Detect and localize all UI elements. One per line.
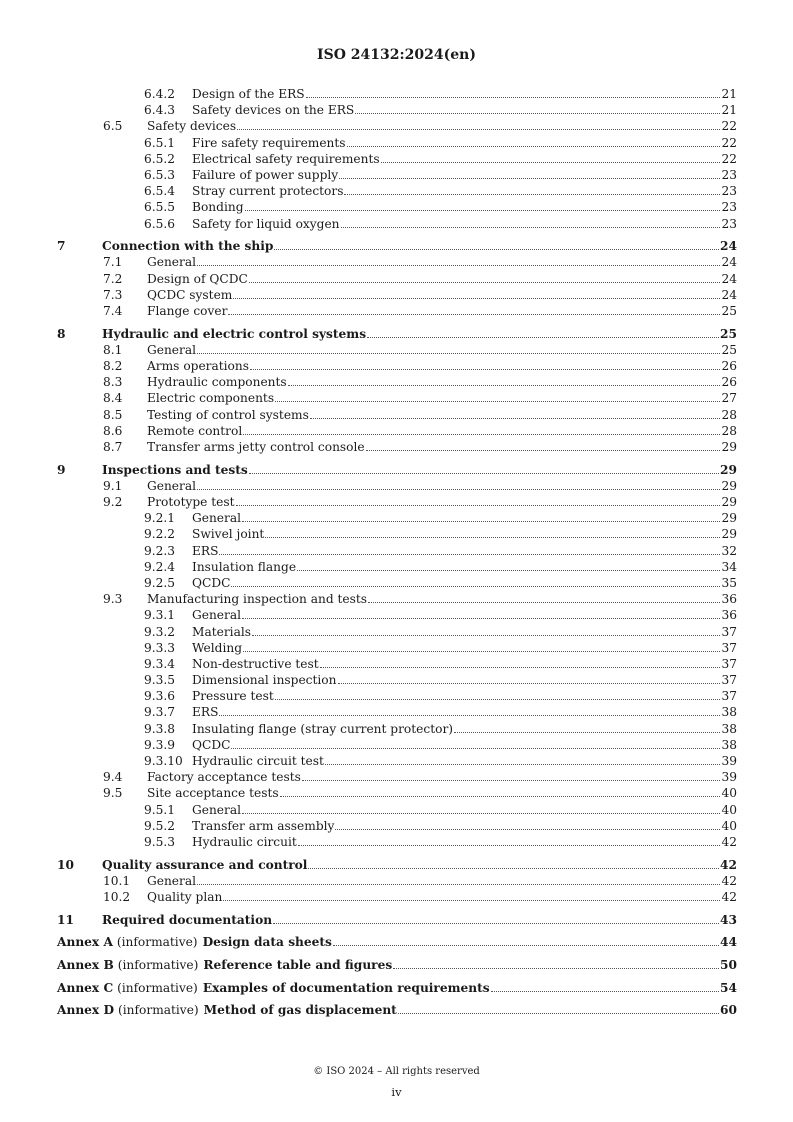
dot-leader (393, 968, 719, 969)
toc-entry-number: 9.3.5 (144, 673, 176, 688)
toc-entry-page[interactable]: 22 (721, 119, 737, 134)
toc-entry[interactable] (57, 462, 737, 478)
dot-leader (454, 732, 720, 733)
dot-leader (242, 521, 720, 522)
dot-leader (491, 991, 719, 992)
toc-entry-title[interactable]: Hydraulic circuit (192, 834, 297, 849)
dot-leader (243, 434, 720, 435)
dot-leader (320, 667, 721, 668)
toc-entry-page[interactable]: 42 (721, 873, 737, 888)
page-number: iv (391, 1085, 402, 1099)
toc-entry-page[interactable]: 39 (721, 770, 737, 785)
annex-label: Annex B (57, 958, 114, 973)
toc-entry-title[interactable]: Insulation flange (192, 559, 297, 574)
toc-entry-title[interactable]: Stray current protectors (192, 184, 344, 199)
toc-entry-number: 9.3.1 (144, 608, 176, 623)
toc-entry-page[interactable]: 38 (721, 737, 737, 752)
toc-entry-title[interactable]: Prototype test (147, 495, 235, 509)
toc-entry-number: 9.5.1 (144, 802, 176, 817)
toc-entry[interactable] (57, 656, 737, 672)
toc-entry-title[interactable]: Site acceptance tests (147, 786, 279, 801)
dot-leader (197, 265, 720, 266)
toc-entry-title[interactable]: QCDC (192, 575, 231, 590)
toc-entry-number: 9.3.4 (144, 656, 176, 671)
toc-entry-title[interactable]: Non-destructive test (192, 656, 319, 671)
toc-entry-title[interactable]: General (147, 255, 196, 270)
toc-entry-page[interactable]: 29 (721, 439, 737, 454)
dot-leader (339, 178, 720, 179)
toc-entry[interactable] (57, 358, 737, 374)
toc-entry-number: 9.3.6 (144, 689, 176, 704)
toc-entry-title[interactable]: Design of QCDC (147, 271, 248, 286)
toc-entry-page[interactable]: 21 (721, 103, 737, 118)
toc-entry-title[interactable]: Hydraulic circuit test (192, 754, 324, 768)
dot-leader (223, 900, 720, 901)
toc-entry[interactable] (57, 912, 737, 928)
toc-entry[interactable] (57, 624, 737, 640)
toc-entry-title[interactable]: Swivel joint (192, 527, 265, 542)
toc-entry[interactable] (57, 510, 737, 526)
annex-label: Annex D (57, 1003, 115, 1018)
toc-entry-title[interactable]: Safety devices (147, 119, 237, 134)
toc-entry-number: 6.5.5 (144, 200, 176, 215)
dot-leader (249, 282, 721, 283)
dot-leader (344, 194, 720, 195)
toc-entry[interactable] (57, 167, 737, 183)
toc-entry-number: 6.4.3 (144, 103, 176, 118)
dot-leader (275, 699, 721, 700)
toc-entry-page[interactable]: 22 (721, 151, 737, 166)
toc-entry-number: 10 (57, 857, 74, 872)
toc-entry[interactable] (57, 439, 737, 455)
toc-entry-page[interactable]: 25 (721, 303, 737, 318)
toc-entry-title[interactable]: Quality assurance and control (102, 857, 308, 872)
toc-entry[interactable] (57, 374, 737, 390)
toc-entry-page[interactable]: 36 (721, 592, 737, 607)
dot-leader (265, 537, 720, 538)
dot-leader (197, 489, 720, 490)
toc-entry[interactable] (57, 423, 737, 439)
toc-entry-number: 8.4 (103, 391, 123, 406)
toc-entry-number: 9.5.2 (144, 818, 176, 833)
toc-entry-title[interactable]: ERS (192, 705, 219, 720)
toc-entry[interactable] (57, 769, 737, 785)
annex-title[interactable]: Examples of documentation requirements (202, 980, 490, 995)
dot-leader (308, 868, 719, 869)
toc-entry[interactable] (57, 559, 737, 575)
toc-entry-page[interactable]: 23 (721, 216, 737, 231)
toc-entry-page[interactable]: 40 (721, 786, 737, 801)
toc-entry[interactable] (57, 183, 737, 199)
toc-entry-page[interactable]: 32 (721, 543, 737, 558)
toc-entry-page[interactable]: 26 (721, 375, 737, 390)
toc-entry-number: 9.2.5 (144, 575, 176, 590)
toc-entry-title[interactable]: General (147, 342, 196, 357)
dot-leader (245, 210, 721, 211)
toc-entry-page[interactable]: 42 (721, 890, 737, 904)
toc-entry-page[interactable]: 24 (721, 271, 737, 286)
toc-entry[interactable] (57, 326, 737, 342)
toc-entry-title[interactable]: Transfer arm assembly (192, 818, 335, 833)
toc-entry[interactable] (57, 873, 737, 889)
dot-leader (306, 97, 721, 98)
dot-leader (333, 945, 719, 946)
toc-entry-page[interactable]: 38 (721, 705, 737, 720)
toc-entry[interactable] (57, 818, 737, 834)
toc-entry[interactable] (57, 688, 737, 704)
annex-title[interactable]: Reference table and figures (203, 958, 393, 973)
toc-entry-title[interactable]: General (192, 802, 241, 817)
toc-entry-number: 9.3.10 (144, 754, 183, 768)
toc-entry-page[interactable]: 24 (721, 287, 737, 302)
toc-entry-page[interactable]: 26 (721, 359, 737, 373)
toc-entry-page[interactable]: 23 (721, 184, 737, 199)
toc-entry-page[interactable]: 42 (720, 857, 737, 872)
toc-entry-title[interactable]: General (147, 478, 196, 493)
copyright-notice: © ISO 2024 – All rights reserved (313, 1066, 480, 1077)
dot-leader (302, 780, 721, 781)
toc-entry[interactable] (57, 640, 737, 656)
dot-leader (347, 146, 721, 147)
dot-leader (243, 651, 720, 652)
toc-entry-page[interactable]: 24 (720, 239, 737, 254)
toc-entry[interactable] (57, 478, 737, 494)
toc-entry-page[interactable]: 34 (721, 559, 737, 574)
toc-entry-number: 6.5.6 (144, 216, 176, 231)
toc-entry-number: 8.6 (103, 423, 123, 438)
dot-leader (310, 418, 721, 419)
toc-entry-number: 8.2 (103, 359, 123, 373)
toc-entry-number: 7.4 (103, 303, 123, 318)
toc-entry[interactable] (57, 753, 737, 769)
toc-annex-entry[interactable] (57, 980, 737, 996)
dot-leader (381, 162, 721, 163)
toc-entry-page[interactable]: 36 (721, 608, 737, 623)
toc-entry[interactable] (57, 271, 737, 287)
toc-annex-entry[interactable] (57, 957, 737, 973)
toc-entry[interactable] (57, 785, 737, 801)
toc-annex-entry[interactable] (57, 1002, 737, 1018)
toc-entry[interactable] (57, 889, 737, 905)
toc-entry-title[interactable]: Arms operations (147, 359, 249, 373)
toc-entry-title[interactable]: ERS (192, 543, 219, 558)
toc-entry-title[interactable]: Quality plan (147, 890, 223, 904)
toc-entry[interactable] (57, 704, 737, 720)
toc-entry-number: 6.5.2 (144, 151, 176, 166)
dot-leader (237, 129, 720, 130)
toc-entry[interactable] (57, 543, 737, 559)
toc-entry-page[interactable]: 42 (721, 834, 737, 849)
dot-leader (341, 227, 721, 228)
dot-leader (250, 369, 720, 370)
dot-leader (236, 505, 721, 506)
dot-leader (335, 829, 720, 830)
toc-entry[interactable] (57, 494, 737, 510)
toc-entry-page[interactable]: 27 (721, 391, 737, 406)
toc-entry-page[interactable]: 40 (721, 802, 737, 817)
toc-entry-title[interactable]: Failure of power supply (192, 167, 339, 182)
toc-entry-page[interactable]: 23 (721, 200, 737, 215)
toc-entry-title[interactable]: Hydraulic components (147, 375, 287, 390)
toc-entry-title[interactable]: Safety for liquid oxygen (192, 216, 340, 231)
toc-entry[interactable] (57, 254, 737, 270)
toc-entry-page[interactable]: 39 (721, 754, 737, 768)
toc-entry-title[interactable]: Safety devices on the ERS (192, 103, 355, 118)
toc-entry[interactable] (57, 287, 737, 303)
dot-leader (219, 554, 720, 555)
toc-entry-page[interactable]: 37 (721, 689, 737, 704)
dot-leader (273, 923, 719, 924)
dot-leader (325, 764, 721, 765)
toc-entry-number: 6.5.4 (144, 184, 176, 199)
dot-leader (219, 715, 720, 716)
toc-entry-title[interactable]: Hydraulic and electric control systems (102, 326, 367, 341)
dot-leader (242, 618, 720, 619)
toc-entry-page[interactable]: 37 (721, 673, 737, 688)
dot-leader (280, 796, 721, 797)
dot-leader (366, 450, 721, 451)
toc-entry[interactable] (57, 737, 737, 753)
toc-entry-number: 7.1 (103, 255, 123, 270)
toc-entry[interactable] (57, 102, 737, 118)
dot-leader (252, 635, 720, 636)
toc-entry-number: 7.3 (103, 287, 123, 302)
toc-entry-number: 9.5 (103, 786, 123, 801)
toc-entry[interactable] (57, 407, 737, 423)
toc-entry-title[interactable]: Factory acceptance tests (147, 770, 301, 785)
annex-note: (informative) (118, 1003, 199, 1018)
dot-leader (297, 570, 720, 571)
toc-entry[interactable] (57, 721, 737, 737)
toc-entry-title[interactable]: Welding (192, 640, 242, 655)
toc-entry-page[interactable]: 37 (721, 624, 737, 639)
toc-entry[interactable] (57, 802, 737, 818)
dot-leader (231, 586, 720, 587)
toc-entry-page[interactable]: 23 (721, 167, 737, 182)
toc-entry[interactable] (57, 834, 737, 850)
dot-leader (398, 1013, 719, 1014)
toc-entry-number: 9.3.9 (144, 737, 176, 752)
toc-entry-title[interactable]: Insulating flange (stray current protector) (192, 721, 454, 736)
toc-entry-number: 6.5.3 (144, 167, 176, 182)
toc-entry[interactable] (57, 607, 737, 623)
toc-entry-page[interactable]: 29 (721, 495, 737, 509)
toc-entry-number: 9.2.4 (144, 559, 176, 574)
toc-entry-title[interactable]: Testing of control systems (147, 407, 309, 422)
toc-entry-number: 8.7 (103, 439, 123, 454)
toc-entry-page[interactable]: 25 (721, 342, 737, 357)
annex-title[interactable]: Design data sheets (202, 935, 332, 950)
dot-leader (275, 401, 720, 402)
toc-entry-number: 9.2.2 (144, 527, 176, 542)
annex-label: Annex C (57, 980, 114, 995)
toc-entry-title[interactable]: QCDC (192, 737, 231, 752)
toc-entry-number: 10.1 (103, 873, 131, 888)
toc-entry-number: 6.5.1 (144, 135, 176, 150)
toc-entry-number: 9.2 (103, 495, 123, 509)
annex-label: Annex A (57, 935, 113, 950)
annex-note: (informative) (117, 958, 199, 973)
toc-entry-number: 9.3.3 (144, 640, 176, 655)
toc-entry-page[interactable]: 35 (721, 575, 737, 590)
toc-entry-title[interactable]: General (147, 873, 196, 888)
toc-entry-title[interactable]: Fire safety requirements (192, 135, 346, 150)
toc-entry-title[interactable]: Electric components (147, 391, 275, 406)
toc-entry-page[interactable]: 37 (721, 656, 737, 671)
dot-leader (355, 113, 720, 114)
toc-entry-page[interactable]: 43 (720, 912, 737, 927)
toc-entry-number: 8.3 (103, 375, 123, 390)
toc-entry-number: 11 (57, 912, 74, 927)
toc-entry-number: 6.5 (103, 119, 123, 134)
toc-entry-number: 9.3.7 (144, 705, 176, 720)
toc-entry[interactable] (57, 303, 737, 319)
toc-entry-title[interactable]: Bonding (192, 200, 244, 215)
toc-entry-title[interactable]: Flange cover (147, 303, 228, 318)
toc-entry-number: 7 (57, 239, 66, 254)
toc-entry[interactable] (57, 342, 737, 358)
toc-entry-title[interactable]: Manufacturing inspection and tests (147, 592, 368, 607)
annex-page[interactable]: 60 (720, 1003, 737, 1018)
dot-leader (233, 298, 720, 299)
toc-entry-title[interactable]: Pressure test (192, 689, 274, 704)
toc-entry[interactable] (57, 591, 737, 607)
dot-leader (197, 884, 720, 885)
toc-entry-number: 9.5.3 (144, 834, 176, 849)
toc-entry[interactable] (57, 199, 737, 215)
toc-entry-page[interactable]: 40 (721, 818, 737, 833)
toc-entry-page[interactable]: 38 (721, 721, 737, 736)
toc-entry[interactable] (57, 526, 737, 542)
toc-entry-page[interactable]: 21 (721, 87, 737, 101)
toc-entry-number: 8 (57, 326, 66, 341)
toc-entry-number: 9.2.3 (144, 543, 176, 558)
toc-annex-entry[interactable] (57, 934, 737, 950)
toc-entry-title[interactable]: Required documentation (102, 912, 273, 927)
dot-leader (249, 473, 719, 474)
table-of-contents (57, 86, 737, 1019)
annex-note: (informative) (117, 980, 198, 995)
toc-entry[interactable] (57, 135, 737, 151)
annex-title[interactable]: Method of gas displacement (203, 1003, 397, 1018)
toc-entry-page[interactable]: 29 (721, 527, 737, 542)
toc-entry-number: 9.3.2 (144, 624, 176, 639)
toc-entry[interactable] (57, 857, 737, 873)
dot-leader (228, 314, 720, 315)
toc-entry-title[interactable]: QCDC system (147, 287, 233, 302)
toc-entry-title[interactable]: Design of the ERS (192, 87, 305, 101)
toc-entry-title[interactable]: Inspections and tests (102, 462, 248, 477)
toc-entry-page[interactable]: 29 (720, 462, 737, 477)
toc-entry-title[interactable]: Electrical safety requirements (192, 151, 380, 166)
toc-entry-number: 8.5 (103, 407, 123, 422)
dot-leader (338, 683, 721, 684)
toc-entry-number: 9.3 (103, 592, 123, 607)
toc-entry[interactable] (57, 672, 737, 688)
toc-entry-title[interactable]: Connection with the ship (102, 239, 274, 254)
toc-entry[interactable] (57, 216, 737, 232)
dot-leader (288, 385, 721, 386)
toc-entry-page[interactable]: 37 (721, 640, 737, 655)
toc-entry-page[interactable]: 22 (721, 135, 737, 150)
toc-entry-number: 9.2.1 (144, 511, 176, 526)
toc-entry-number: 8.1 (103, 342, 123, 357)
toc-entry-number: 9.1 (103, 478, 123, 493)
toc-entry-page[interactable]: 28 (721, 423, 737, 438)
dot-leader (368, 602, 720, 603)
toc-entry-title[interactable]: Dimensional inspection (192, 673, 337, 688)
annex-page[interactable]: 50 (720, 958, 737, 973)
toc-entry-number: 10.2 (103, 890, 131, 904)
toc-entry-page[interactable]: 29 (721, 511, 737, 526)
toc-entry-page[interactable]: 25 (720, 326, 737, 341)
toc-entry-number: 7.2 (103, 271, 123, 286)
toc-entry-page[interactable]: 24 (721, 255, 737, 270)
toc-entry[interactable] (57, 151, 737, 167)
toc-entry-title[interactable]: Transfer arms jetty control console (147, 439, 365, 454)
annex-page[interactable]: 54 (720, 980, 737, 995)
annex-note: (informative) (116, 935, 198, 950)
toc-entry-number: 9.3.8 (144, 721, 176, 736)
toc-entry[interactable] (57, 390, 737, 406)
toc-entry[interactable] (57, 118, 737, 134)
dot-leader (367, 337, 719, 338)
toc-entry-page[interactable]: 28 (721, 407, 737, 422)
dot-leader (298, 845, 721, 846)
dot-leader (231, 748, 720, 749)
toc-entry-number: 9.4 (103, 770, 123, 785)
toc-entry-title[interactable]: General (192, 511, 241, 526)
dot-leader (197, 353, 720, 354)
toc-entry[interactable] (57, 238, 737, 254)
toc-entry-title[interactable]: Materials (192, 624, 251, 639)
dot-leader (242, 813, 720, 814)
toc-entry-page[interactable]: 29 (721, 478, 737, 493)
toc-entry-number: 6.4.2 (144, 87, 176, 101)
toc-entry-title[interactable]: Remote control (147, 423, 243, 438)
document-id-header: ISO 24132:2024(en) (317, 47, 476, 63)
toc-entry-title[interactable]: General (192, 608, 241, 623)
annex-page[interactable]: 44 (720, 935, 737, 950)
dot-leader (274, 249, 719, 250)
toc-entry-number: 9 (57, 462, 66, 477)
toc-entry[interactable] (57, 86, 737, 102)
toc-entry[interactable] (57, 575, 737, 591)
